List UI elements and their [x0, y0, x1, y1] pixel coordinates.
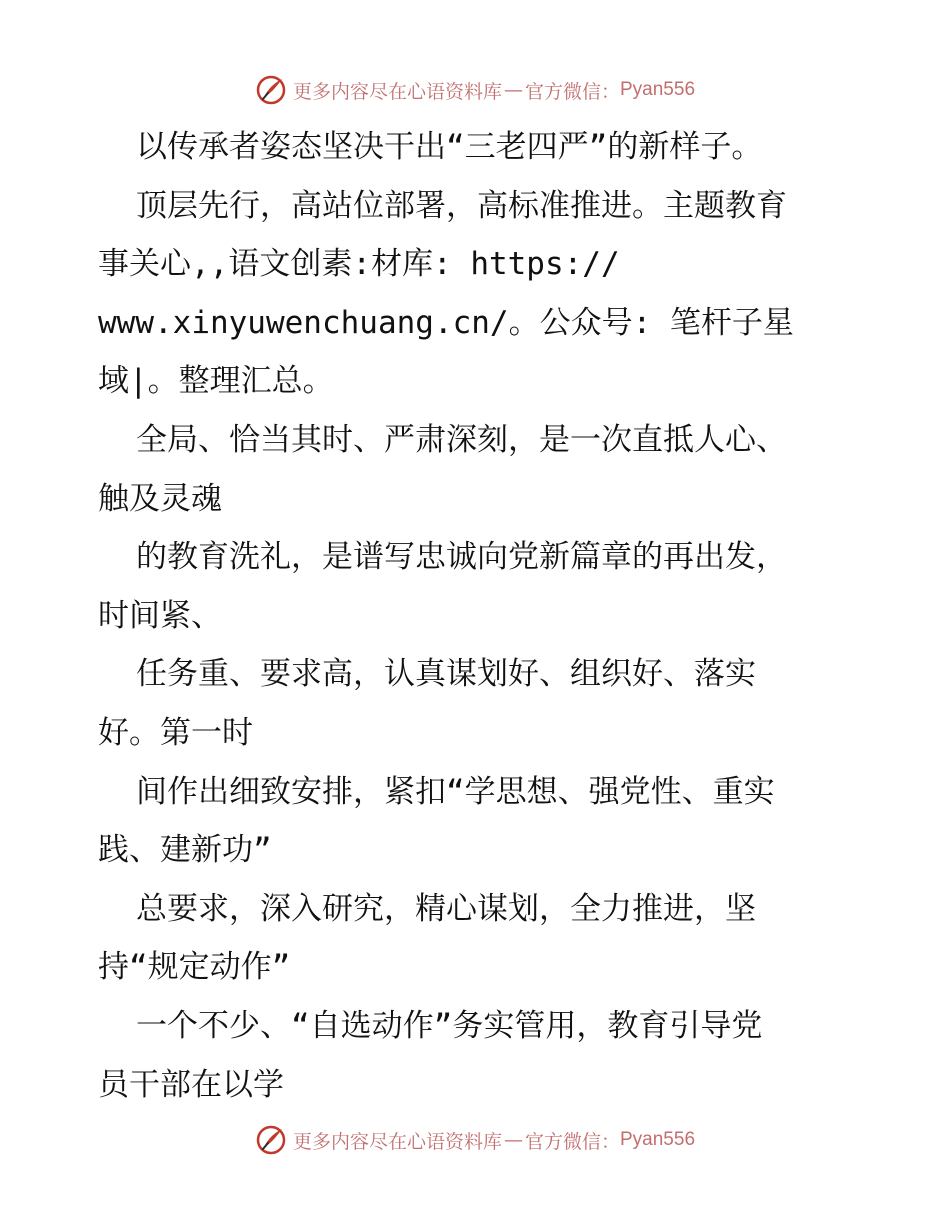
text-line: 持“规定动作” — [98, 949, 291, 986]
text-line: 总要求，深入研究，精心谋划，全力推进，坚 — [136, 890, 756, 927]
text-line: 践、建新功” — [98, 832, 272, 869]
text-line: 一个不少、“自选动作”务实管用，教育引导党 — [136, 1007, 763, 1044]
text-line: 间作出细致安排，紧扣“学思想、强党性、重实 — [136, 773, 775, 810]
banner-main-text: 更多内容尽在心语资料库 — [292, 80, 502, 103]
text-line: 员干部在以学 — [98, 1066, 284, 1103]
text-line: 好。第一时 — [98, 714, 253, 751]
feather-quill-logo-icon — [255, 1124, 287, 1156]
banner-main-text: 更多内容尽在心语资料库 — [292, 1130, 502, 1153]
banner-wechat-id: Pyan556 — [620, 1129, 696, 1150]
text-line: 时间紧、 — [98, 597, 222, 634]
banner-separator: — — [503, 1129, 523, 1151]
footer-watermark-banner — [0, 1120, 950, 1160]
banner-official-text: 官方微信： — [524, 80, 620, 103]
text-line: 顶层先行，高站位部署，高标准推进。主题教育 — [136, 187, 787, 224]
text-line: 全局、恰当其时、严肃深刻，是一次直抵人心、 — [136, 421, 787, 458]
feather-quill-logo-icon — [255, 74, 287, 106]
text-line: 事关心,,语文创素:材库: https:// — [98, 246, 620, 283]
text-line: 域|。整理汇总。 — [98, 363, 334, 400]
banner-separator: — — [503, 79, 523, 101]
text-line: 触及灵魂 — [98, 480, 222, 517]
text-line: 任务重、要求高，认真谋划好、组织好、落实 — [136, 656, 756, 693]
banner-official-text: 官方微信： — [524, 1130, 620, 1153]
banner-wechat-id: Pyan556 — [620, 79, 696, 100]
text-line: www.xinyuwenchuang.cn/。公众号: 笔杆子星 — [98, 304, 794, 341]
document-body — [98, 118, 868, 1114]
text-line: 的教育洗礼，是谱写忠诚向党新篇章的再出发， — [136, 539, 787, 576]
text-line: 以传承者姿态坚决干出“三老四严”的新样子。 — [136, 129, 763, 165]
header-watermark-banner — [0, 70, 950, 110]
